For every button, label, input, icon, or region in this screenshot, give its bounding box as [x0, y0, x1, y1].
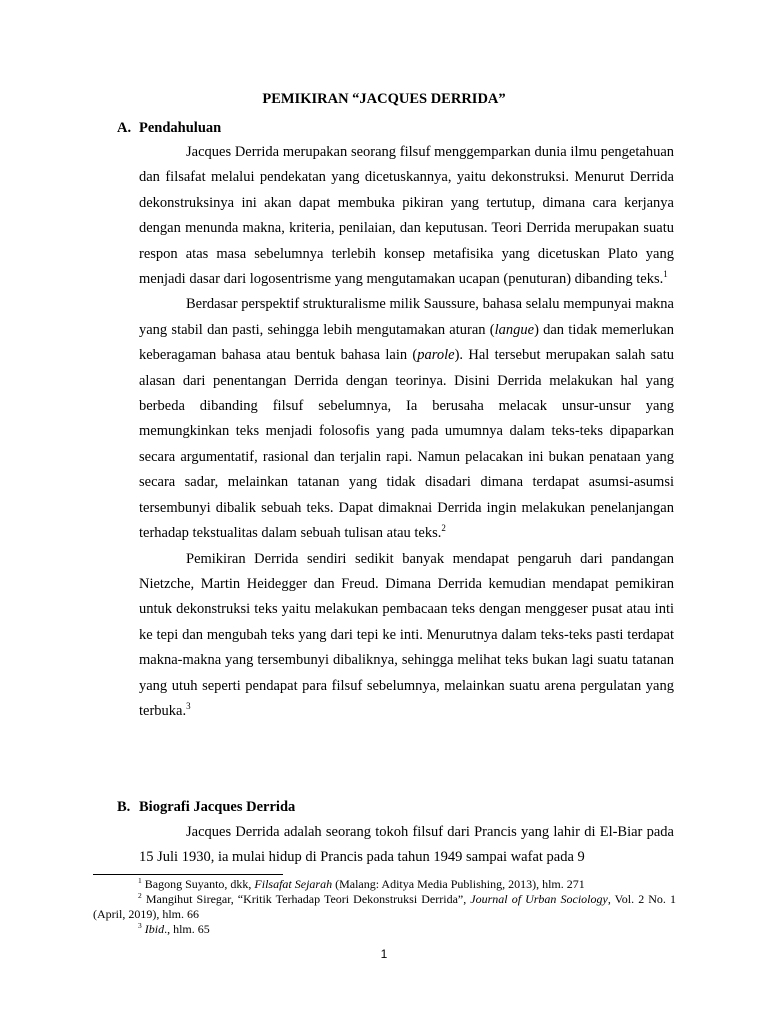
paragraph-2-text-part-2: ) dan tidak memerlukan keberagaman bahasa atau bentuk bahasa lain (	[139, 321, 674, 364]
section-b-heading	[117, 797, 295, 817]
footnote-3-text-part-2: ., hlm. 65	[164, 922, 210, 936]
footnote-3-title: Ibid	[144, 922, 165, 936]
footnote-2-number: 2	[138, 891, 142, 900]
footnote-2-text-part-1: Mangihut Siregar, “Kritik Terhadap Teori Dekonstruksi Derrida”,	[145, 892, 471, 906]
paragraph-1	[139, 140, 674, 292]
page-number: 1	[380, 947, 388, 961]
section-a-marker: A.	[117, 120, 132, 136]
paragraph-2-text-part-3: ). Hal tersebut merupakan salah satu alasan dari penentangan Derrida dengan teorinya. Disini Derrida melakukan hal yang berbeda dibanding filsuf sebelumnya, Ia berusaha melacak unsur-unsur yang memungkinkan teks menjadi folosofis yang pada umumnya dalam teks-teks dipaparkan secara argumentatif, rasional dan terjalin rapi. Namun pelacakan ini bukan penataan yang secara sadar, melainkan tatanan yang tidak disadari dimana terdapat asumsi-asumsi tersembunyi dibalik sebuah teks. Dapat dimaknai Derrida ingin melakukan penelanjangan terhadap tekstualitas dalam sebuah tulisan atau teks.	[139, 347, 674, 542]
term-parole: parole	[417, 347, 455, 364]
footnote-1	[93, 877, 676, 892]
paragraph-3-text: Pemikiran Derrida sendiri sedikit banyak mendapat pengaruh dari pandangan Nietzche, Martin Heidegger dan Freud. Dimana Derrida kemudian mendapat pemikiran untuk dekonstruksi teks yaitu melakukan pembacaan teks dengan menggeser pusat atau inti ke tepi dan mengubah teks yang dari tepi ke inti. Menurutnya dalam teks-teks pasti terdapat makna-makna yang tersembunyi dibaliknya, sehingga melihat teks bukan lagi suatu tatanan yang utuh seperti pendapat para filsuf sebelumnya, melainkan suatu arena pergulatan yang terbuka.	[139, 550, 674, 719]
footnote-1-title: Filsafat Sejarah	[254, 877, 333, 891]
footnote-3	[93, 922, 676, 937]
paragraph-1-text: Jacques Derrida merupakan seorang filsuf menggemparkan dunia ilmu pengetahuan dan filsafat melalui pendekatan yang dicetuskannya, yaitu dekonstruksi. Menurut Derrida dekonstruksinya ini akan dapat membuka pikiran yang tertutup, dimana cara kerjanya dengan menunda makna, kriteria, penilaian, dan keputusan. Teori Derrida merupakan suatu respon atas masa sebelumnya terlebih konsep metafisika yang dicetuskan Plato yang menjadi dasar dari logosentrisme yang mengutamakan ucapan (penuturan) dibanding teks.	[139, 144, 674, 288]
paragraph-2	[139, 292, 674, 546]
paragraph-4-text: Jacques Derrida adalah seorang tokoh filsuf dari Prancis yang lahir di El-Biar pada 15 Juli 1930, ia mulai hidup di Prancis pada tahun 1949 sampai wafat pada 9	[139, 824, 674, 866]
paragraph-4	[139, 820, 674, 871]
paragraph-2-text-part-1: Berdasar perspektif strukturalisme milik Saussure, bahasa selalu mempunyai makna yang stabil dan pasti, sehingga lebih mengutamakan aturan (	[139, 296, 674, 338]
footnotes	[93, 877, 676, 937]
footnote-ref-1: 1	[663, 269, 668, 280]
footnote-2-title: Journal of Urban Sociology	[470, 892, 608, 906]
section-b-body	[139, 820, 674, 871]
footnote-ref-3: 3	[186, 701, 191, 712]
footnote-ref-2: 2	[441, 523, 446, 534]
paragraph-3	[139, 547, 674, 725]
footnote-2-text-part-2: , Vol. 2 No. 1 (April, 2019), hlm. 66	[93, 892, 677, 921]
section-a-body	[139, 140, 674, 724]
section-a-title: Pendahuluan	[139, 120, 222, 136]
footnote-1-number: 1	[138, 876, 142, 885]
footnote-3-number: 3	[138, 921, 142, 930]
footnote-2	[93, 892, 676, 922]
footnote-1-text-part-1: Bagong Suyanto, dkk,	[144, 877, 255, 891]
footnote-separator	[93, 874, 283, 875]
section-b-title: Biografi Jacques Derrida	[139, 799, 296, 815]
footnote-1-text-part-2: (Malang: Aditya Media Publishing, 2013), hlm. 271	[332, 877, 585, 891]
section-a-heading	[117, 118, 221, 138]
section-b-marker: B.	[117, 799, 131, 815]
term-langue: langue	[494, 321, 535, 338]
document-title: PEMIKIRAN “JACQUES DERRIDA”	[262, 91, 506, 107]
